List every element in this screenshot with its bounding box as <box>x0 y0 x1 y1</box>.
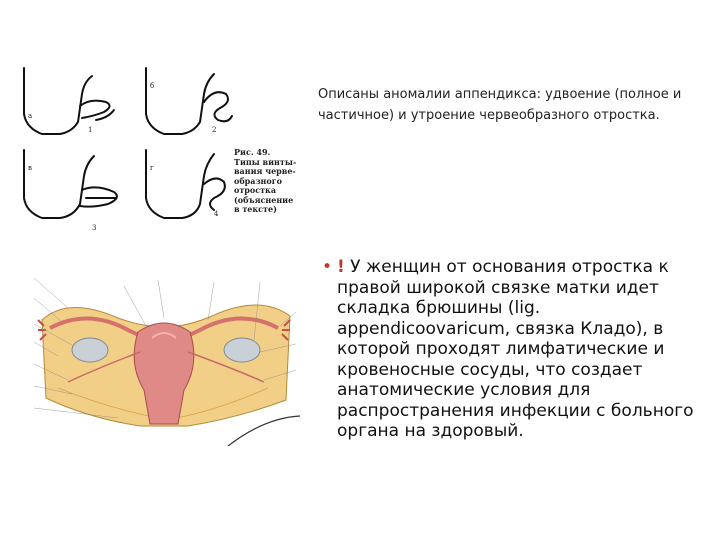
pelvic-organs-figure <box>28 268 300 446</box>
pelvic-organs-drawing <box>28 268 300 446</box>
label-4: 4 <box>214 210 219 218</box>
label-c: в <box>28 164 32 172</box>
bullet-item <box>322 257 709 442</box>
label-1: 1 <box>88 126 93 134</box>
intro-paragraph: Описаны аномалии аппендикса: удвоение (полное и частичное) и утроение червеобразного отростка. <box>318 87 682 123</box>
bullet-dot-icon: • <box>322 257 333 277</box>
figure-caption: Рис. 49. Типы винтывания червеобразного отростка (объяснение в тексте) <box>234 147 297 214</box>
label-b: б <box>150 82 155 90</box>
label-a: a <box>28 112 33 120</box>
label-d: г <box>150 164 154 172</box>
bullet-text: У женщин от основания отростка к правой широкой связке матки идет складка брюшины (lig. appendicoovaricum, связка Кладо), в которой проходят лимфатические и кровеносные сосуды, что создает анатомические условия для распространения инфекции с больного органа на здоровый. <box>337 257 694 441</box>
exclamation-mark: ! <box>337 257 345 277</box>
label-2: 2 <box>212 126 217 134</box>
label-3: 3 <box>92 224 97 232</box>
